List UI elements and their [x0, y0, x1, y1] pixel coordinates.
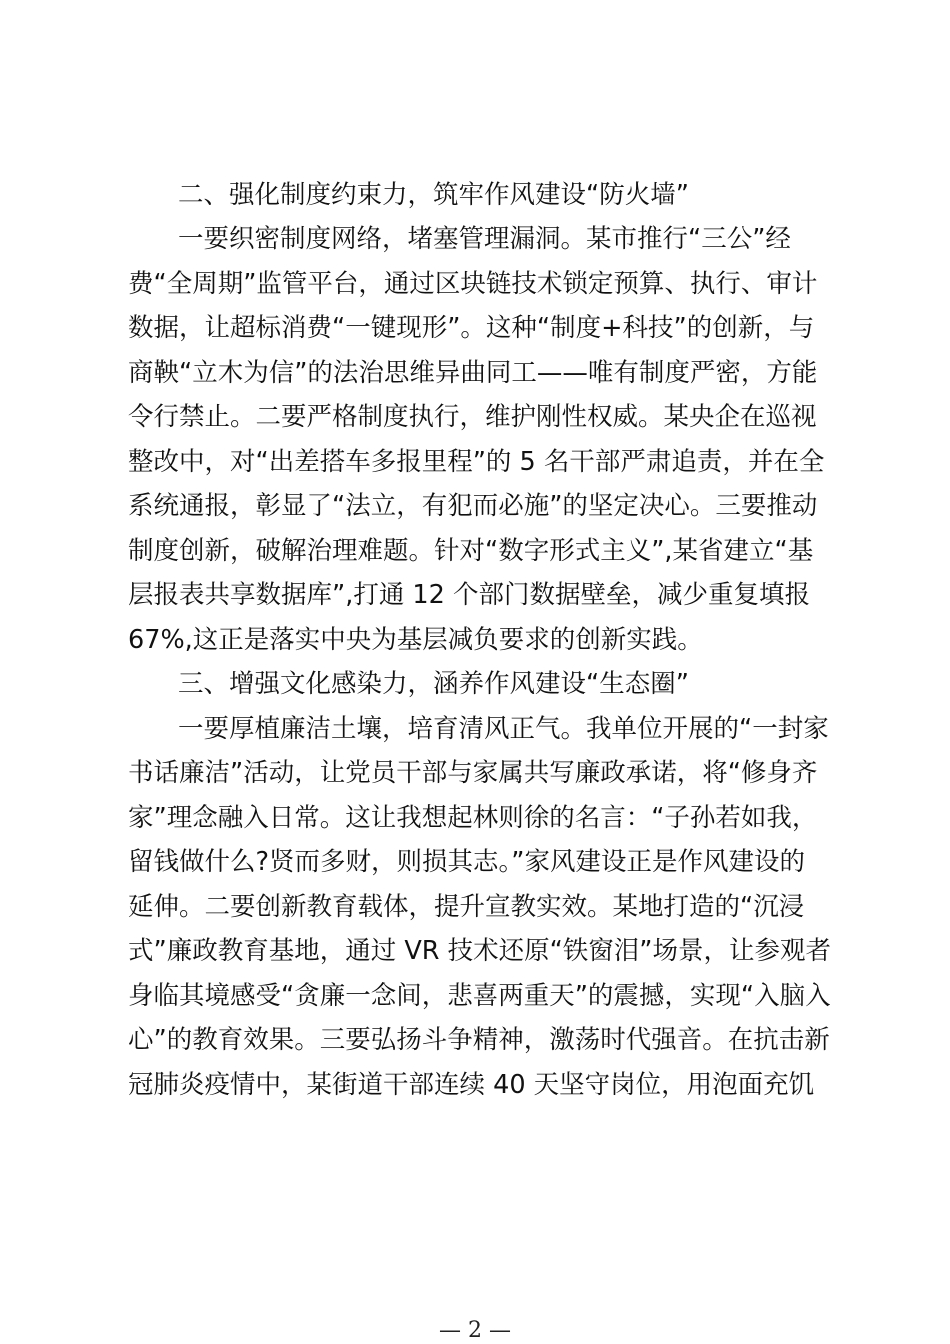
paragraph-line: 延伸。二要创新教育载体，提升宣教实效。某地打造的“沉浸: [128, 892, 805, 922]
paragraph-line: 式”廉政教育基地，通过 VR 技术还原“铁窗泪”场景，让参观者: [128, 936, 832, 966]
paragraph-line: 系统通报，彰显了“法立，有犯而必施”的坚定决心。三要推动: [128, 491, 818, 521]
paragraph-line: 数据，让超标消费“一键现形”。这种“制度+科技”的创新，与: [128, 313, 815, 343]
paragraph-line: 身临其境感受“贪廉一念间，悲喜两重天”的震撼，实现“入脑入: [128, 981, 831, 1011]
paragraph-line: 层报表共享数据库”,打通 12 个部门数据壁垒，减少重复填报: [128, 580, 810, 610]
section-heading-2: 二、强化制度约束力，筑牢作风建设“防火墙”: [178, 180, 689, 210]
paragraph-line: 心”的教育效果。三要弘扬斗争精神，激荡时代强音。在抗击新: [128, 1025, 830, 1055]
section-heading-3: 三、增强文化感染力，涵养作风建设“生态圈”: [178, 669, 689, 699]
paragraph-line: 制度创新，破解治理难题。针对“数字形式主义”,某省建立“基: [128, 536, 814, 566]
paragraph-line: 令行禁止。二要严格制度执行，维护刚性权威。某央企在巡视: [128, 402, 817, 432]
paragraph-line: 一要织密制度网络，堵塞管理漏洞。某市推行“三公”经: [178, 224, 791, 254]
paragraph-line: 一要厚植廉洁土壤，培育清风正气。我单位开展的“一封家: [178, 714, 829, 744]
paragraph-line: 商鞅“立木为信”的法治思维异曲同工——唯有制度严密，方能: [128, 358, 818, 388]
paragraph-line: 67%,这正是落实中央为基层减负要求的创新实践。: [128, 625, 703, 655]
paragraph-line: 费“全周期”监管平台，通过区块链技术锁定预算、执行、审计: [128, 269, 818, 299]
page-number: — 2 —: [439, 1318, 511, 1343]
paragraph-line: 整改中，对“出差搭车多报里程”的 5 名干部严肃追责，并在全: [128, 447, 825, 477]
paragraph-line: 书话廉洁”活动，让党员干部与家属共写廉政承诺，将“修身齐: [128, 758, 818, 788]
paragraph-line: 留钱做什么?贤而多财，则损其志。”家风建设正是作风建设的: [128, 847, 805, 877]
paragraph-line: 冠肺炎疫情中，某街道干部连续 40 天坚守岗位，用泡面充饥: [128, 1070, 815, 1100]
paragraph-line: 家”理念融入日常。这让我想起林则徐的名言：“子孙若如我，: [128, 803, 818, 833]
